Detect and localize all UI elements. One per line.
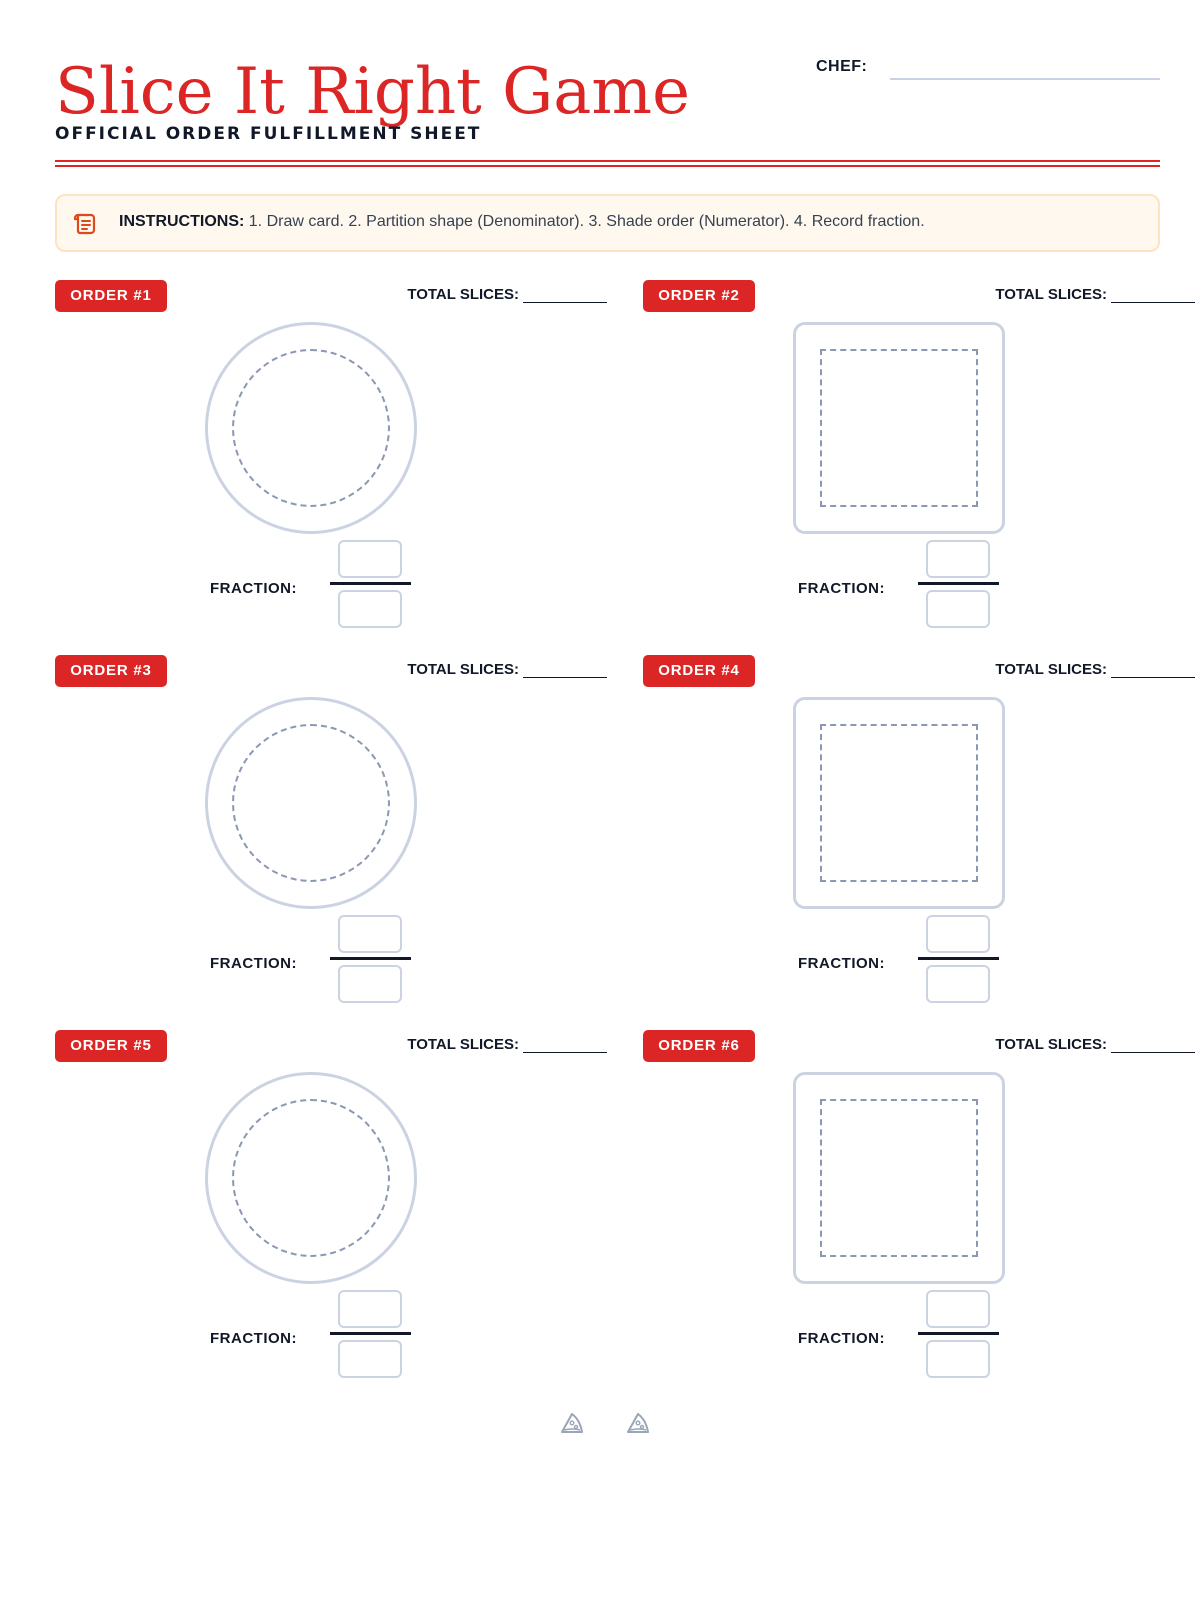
total-slices-blank[interactable] xyxy=(523,665,607,678)
instructions-text: 1. Draw card. 2. Partition shape (Denominator). 3. Shade order (Numerator). 4. Record fraction. xyxy=(248,213,925,230)
order-section-5 xyxy=(55,1030,607,1390)
fraction-bar xyxy=(918,582,999,585)
fraction-bar xyxy=(918,957,999,960)
denominator-box[interactable] xyxy=(926,1340,990,1378)
total-slices xyxy=(407,661,607,678)
instructions-panel xyxy=(55,194,1160,252)
pizza-circle-shape[interactable] xyxy=(205,697,417,909)
fraction-label: FRACTION: xyxy=(798,1330,885,1347)
denominator-box[interactable] xyxy=(926,965,990,1003)
total-slices xyxy=(407,286,607,303)
pizza-slice-icon xyxy=(624,1410,652,1438)
numerator-box[interactable] xyxy=(338,915,402,953)
total-slices-blank[interactable] xyxy=(1111,1040,1195,1053)
total-slices-label: TOTAL SLICES: xyxy=(407,286,519,303)
denominator-box[interactable] xyxy=(338,1340,402,1378)
order-section-1 xyxy=(55,280,607,640)
total-slices-label: TOTAL SLICES: xyxy=(407,661,519,678)
fraction-bar xyxy=(330,957,411,960)
page-subtitle: OFFICIAL ORDER FULFILLMENT SHEET xyxy=(55,124,482,144)
numerator-box[interactable] xyxy=(926,540,990,578)
order-badge: ORDER #5 xyxy=(55,1030,167,1062)
order-section-4 xyxy=(643,655,1195,1015)
fraction-label: FRACTION: xyxy=(210,1330,297,1347)
total-slices-label: TOTAL SLICES: xyxy=(407,1036,519,1053)
total-slices-label: TOTAL SLICES: xyxy=(995,286,1107,303)
denominator-box[interactable] xyxy=(338,590,402,628)
order-badge: ORDER #4 xyxy=(643,655,755,687)
pizza-slice-icon xyxy=(558,1410,586,1438)
order-badge: ORDER #3 xyxy=(55,655,167,687)
numerator-box[interactable] xyxy=(338,1290,402,1328)
pizza-square-shape[interactable] xyxy=(793,322,1005,534)
order-badge: ORDER #2 xyxy=(643,280,755,312)
order-badge: ORDER #6 xyxy=(643,1030,755,1062)
order-section-2 xyxy=(643,280,1195,640)
total-slices-blank[interactable] xyxy=(1111,290,1195,303)
pizza-square-shape[interactable] xyxy=(793,697,1005,909)
denominator-box[interactable] xyxy=(926,590,990,628)
total-slices xyxy=(995,286,1195,303)
header-divider xyxy=(55,160,1160,167)
order-section-3 xyxy=(55,655,607,1015)
numerator-box[interactable] xyxy=(338,540,402,578)
chef-name-field[interactable] xyxy=(890,78,1160,80)
scroll-icon xyxy=(71,210,99,238)
pizza-circle-shape[interactable] xyxy=(205,1072,417,1284)
numerator-box[interactable] xyxy=(926,1290,990,1328)
total-slices-blank[interactable] xyxy=(523,290,607,303)
instructions-label: INSTRUCTIONS: xyxy=(119,213,245,230)
fraction-label: FRACTION: xyxy=(798,955,885,972)
numerator-box[interactable] xyxy=(926,915,990,953)
total-slices xyxy=(995,661,1195,678)
chef-label: CHEF: xyxy=(816,58,868,75)
order-badge: ORDER #1 xyxy=(55,280,167,312)
total-slices-label: TOTAL SLICES: xyxy=(995,661,1107,678)
page-title: Slice It Right Game xyxy=(55,55,690,129)
pizza-circle-shape[interactable] xyxy=(205,322,417,534)
fraction-bar xyxy=(330,1332,411,1335)
fraction-label: FRACTION: xyxy=(210,580,297,597)
pizza-square-shape[interactable] xyxy=(793,1072,1005,1284)
fraction-bar xyxy=(330,582,411,585)
order-section-6 xyxy=(643,1030,1195,1390)
total-slices xyxy=(407,1036,607,1053)
total-slices-blank[interactable] xyxy=(523,1040,607,1053)
fraction-label: FRACTION: xyxy=(798,580,885,597)
denominator-box[interactable] xyxy=(338,965,402,1003)
fraction-bar xyxy=(918,1332,999,1335)
total-slices-blank[interactable] xyxy=(1111,665,1195,678)
total-slices-label: TOTAL SLICES: xyxy=(995,1036,1107,1053)
footer-decoration xyxy=(558,1410,658,1440)
total-slices xyxy=(995,1036,1195,1053)
fraction-label: FRACTION: xyxy=(210,955,297,972)
